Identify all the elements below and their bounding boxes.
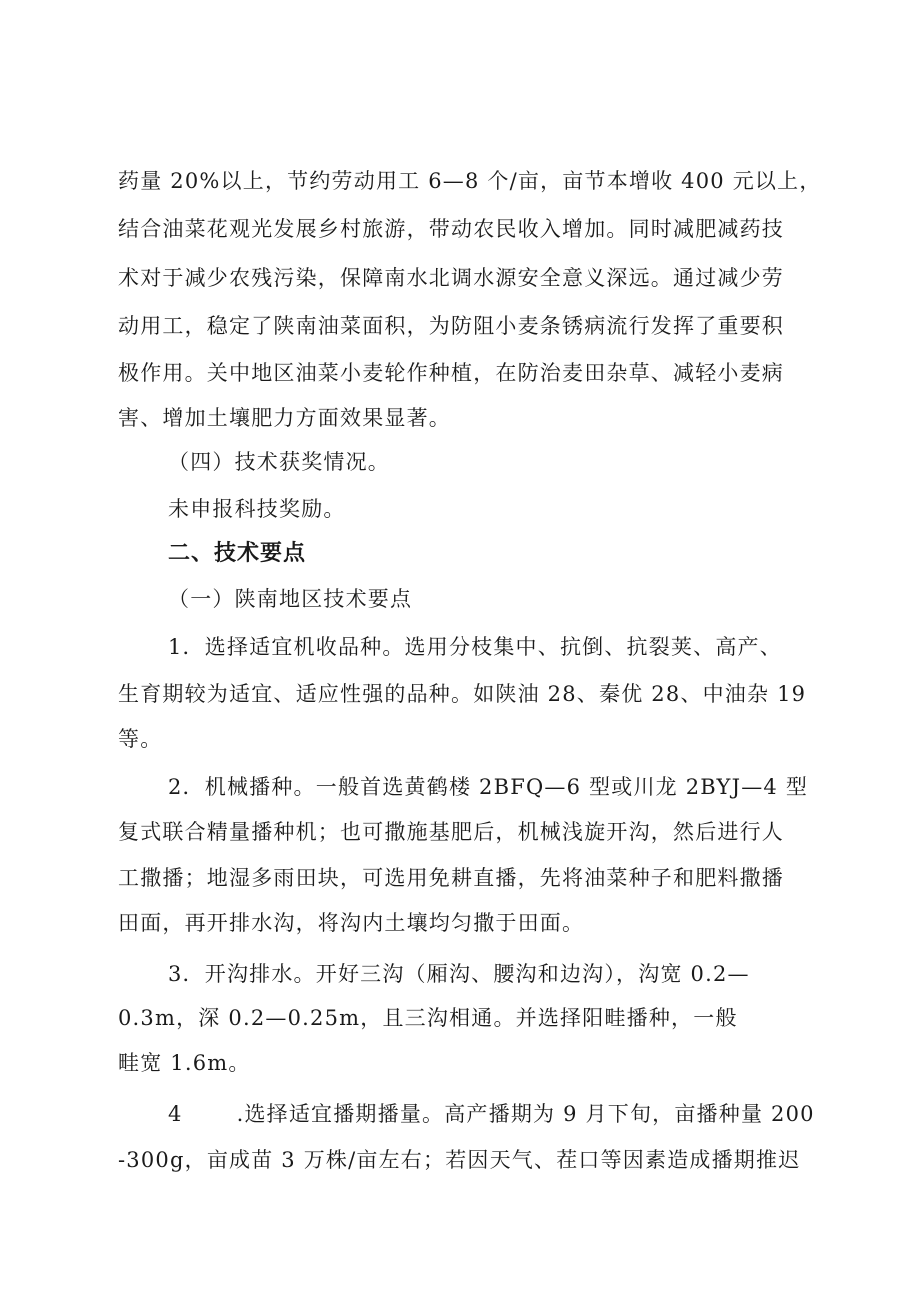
paragraph-line: 1．选择适宜机收品种。选用分枝集中、抗倒、抗裂荚、高产、 (168, 635, 782, 659)
paragraph-line: 动用工，稳定了陕南油菜面积，为防阻小麦条锈病流行发挥了重要积 (118, 314, 784, 338)
paragraph-line: 极作用。关中地区油菜小麦轮作种植，在防治麦田杂草、减轻小麦病 (118, 361, 784, 385)
paragraph-line: 复式联合精量播种机；也可撒施基肥后，机械浅旋开沟，然后进行人 (118, 820, 784, 844)
subsection-heading: （四）技术获奖情况。 (168, 450, 390, 474)
subsection-heading: （一）陕南地区技术要点 (168, 587, 413, 611)
section-heading: 二、技术要点 (168, 541, 307, 566)
paragraph-line: 生育期较为适宜、适应性强的品种。如陕油 28、秦优 28、中油杂 19 (118, 682, 807, 706)
paragraph-line: 术对于减少农残污染，保障南水北调水源安全意义深远。通过减少劳 (118, 266, 784, 290)
paragraph-line: 药量 20%以上，节约劳动用工 6—8 个/亩，亩节本增收 400 元以上， (118, 169, 822, 193)
paragraph-line: -300g，亩成苗 3 万株/亩左右；若因天气、茬口等因素造成播期推迟 (118, 1148, 801, 1172)
paragraph-line: 0.3m，深 0.2—0.25m，且三沟相通。并选择阳畦播种，一般 (118, 1006, 738, 1030)
paragraph-line: 结合油菜花观光发展乡村旅游，带动农民收入增加。同时减肥减药技 (118, 217, 784, 241)
paragraph-line: 田面，再开排水沟，将沟内土壤均匀撒于田面。 (118, 911, 585, 935)
item-number: 4 (168, 1102, 183, 1126)
paragraph-line: 畦宽 1.6m。 (118, 1051, 251, 1075)
paragraph-line: 等。 (118, 727, 163, 751)
paragraph-line: 工撒播；地湿多雨田块，可选用免耕直播，先将油菜种子和肥料撒播 (118, 866, 784, 890)
paragraph-line: 3．开沟排水。开好三沟（厢沟、腰沟和边沟），沟宽 0.2— (168, 962, 750, 986)
paragraph-line: 未申报科技奖励。 (168, 497, 346, 521)
item-text: .选择适宜播期播量。高产播期为 9 月下旬，亩播种量 200 (236, 1102, 815, 1126)
paragraph-line: 害、增加土壤肥力方面效果显著。 (118, 406, 451, 430)
paragraph-line (168, 1099, 815, 1129)
paragraph-line: 2．机械播种。一般首选黄鹤楼 2BFQ—6 型或川龙 2BYJ—4 型 (168, 775, 809, 799)
